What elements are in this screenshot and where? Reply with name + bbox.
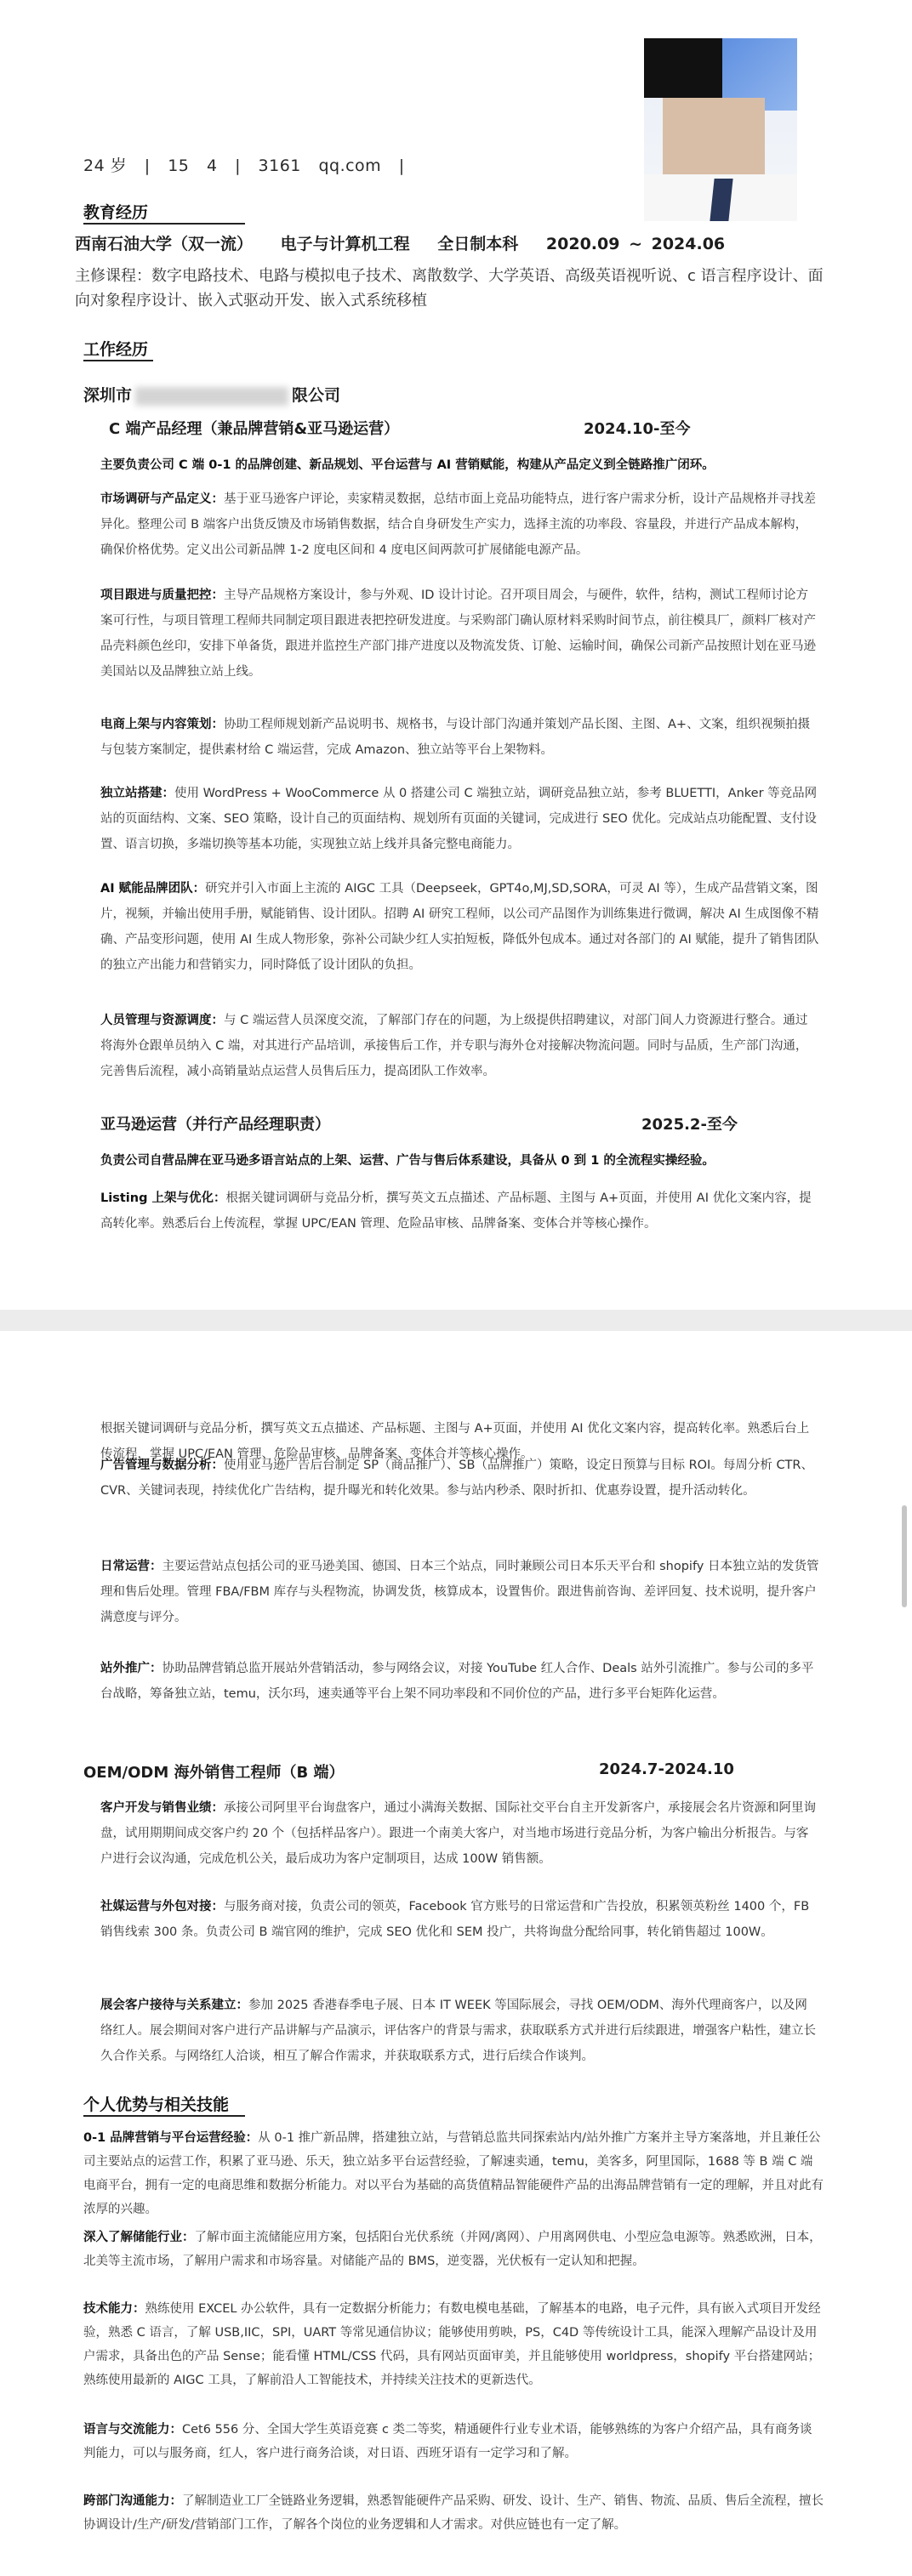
company-name-mask (135, 387, 288, 406)
item-text: 从 0-1 推广新品牌，搭建独立站，与营销总监共同探索站内/站外推广方案并主导方案落地，并且兼任公司主要站点的运营工作，积累了亚马逊、乐天，独立站多平台运营经验，了解速卖通，temu，美客多，阿里国际，1688 等 B 端 C 端电商平台，拥有一定的电商思维和数据分析能力。对以平台为基础的高货值精品智能硬件产品的出海品牌营销有一定的理解，并且对此有浓厚的兴趣。 (83, 2131, 824, 2216)
item-text: 研究并引入市面上主流的 AIGC 工具（Deepseek，GPT4o,MJ,SD,SORA，可灵 AI 等），生成产品营销文案，图片，视频，并输出使用手册，赋能销售、设计团队。招聘 AI 研究工程师，以公司产品图作为训练集进行微调，解决 AI 生成图像不精确、产品变形问题，使用 AI 生成人物形象，弥补公司缺少红人实拍短板，降低外包成本。通过对各部门的 AI 赋能，提升了销售团队的独立产出能力和营销实力，同时降低了设计团队的负担。 (100, 882, 819, 972)
advantage-item (83, 2226, 824, 2273)
item-label: 0-1 品牌营销与平台运营经验： (83, 2131, 259, 2145)
role-3-header (83, 1760, 824, 1783)
contact-line (83, 153, 417, 176)
role-2-item (100, 1554, 819, 1630)
education-courses: 主修课程：数字电路技术、电路与模拟电子技术、离散数学、大学英语、高级英语视听说、c 语言程序设计、面向对象程序设计、嵌入式驱动开发、嵌入式系统移植 (75, 267, 824, 310)
email: qq.com (318, 156, 382, 175)
item-text: 了解制造业工厂全链路业务逻辑，熟悉智能硬件产品采购、研发、设计、生产、销售、物流、品质、售后全流程，擅长协调设计/生产/研发/营销部门工作，了解各个岗位的业务逻辑和人才需求。对供应链也有一定了解。 (83, 2494, 824, 2532)
item-text: 协助工程师规划新产品说明书、规格书，与设计部门沟通并策划产品长图、主图、A+、文案，组织视频拍摄与包装方案制定，提供素材给 C 端运营，完成 Amazon、独立站等平台上架物料。 (100, 718, 811, 757)
item-label: 技术能力： (83, 2302, 145, 2316)
company-suffix: 限公司 (292, 386, 341, 405)
school-name: 西南石油大学（双一流） (75, 235, 254, 253)
item-text: 根据关键词调研与竞品分析，撰写英文五点描述、产品标题、主图与 A+页面，并使用 AI 优化文案内容，提高转化率。熟悉后台上传流程，掌握 UPC/EAN 管理、危险品审核、品牌备案、变体合并等核心操作。 (100, 1191, 812, 1231)
item-text: 根据关键词调研与竞品分析，撰写英文五点描述、产品标题、主图与 A+页面，并使用 AI 优化文案内容，提高转化率。熟悉后台上传流程，掌握 UPC/EAN 管理、危险品审核、品牌备案、变体合并等核心操作。 (100, 1422, 810, 1461)
profile-photo (644, 38, 797, 221)
role-1-item (100, 583, 819, 685)
work-heading: 工作经历 (83, 340, 149, 359)
item-label: 市场调研与产品定义： (100, 492, 224, 506)
education-period: 2020.09 ~ 2024.06 (545, 235, 726, 253)
item-text: Cet6 556 分、全国大学生英语竞赛 c 类二等奖，精通硬件行业专业术语，能够熟练的为客户介绍产品，具有商务谈判能力，可以与服务商，红人，客户进行商务洽谈，对日语、西班牙语有一定学习和了解。 (83, 2423, 812, 2460)
item-text: 基于亚马逊客户评论，卖家精灵数据，总结市面上竞品功能特点，进行客户需求分析，设计产品规格并寻找差异化。整理公司 B 端客户出货反馈及市场销售数据，结合自身研发生产实力，选择主流的功率段、容量段，并进行产品成本解构，确保价格优势。定义出公司新品牌 1-2 度电区间和 4 度电区间两款可扩展储能电源产品。 (100, 492, 816, 557)
advantage-item (83, 2126, 824, 2221)
item-label: 跨部门沟通能力： (83, 2494, 182, 2508)
item-label: 项目跟进与质量把控： (100, 589, 224, 602)
item-label: Listing 上架与优化： (100, 1191, 226, 1205)
item-text: 主导产品规格方案设计，参与外观、ID 设计讨论。召开项目周会，与硬件，软件，结构，测试工程师讨论方案可行性，与项目管理工程师共同制定项目跟进表把控研发进度。与采购部门确认原材料采购时间节点，前往模具厂，颜料厂核对产品壳料颜色丝印，安排下单备货，跟进并监控生产部门排产进度以及物流发货、订舱、运输时间，确保公司新产品按照计划在亚马逊美国站以及品牌独立站上线。 (100, 589, 816, 679)
item-text: 协助品牌营销总监开展站外营销活动，参与网络会议，对接 YouTube 红人合作、Deals 站外引流推广。参与公司的多平台战略，筹备独立站，temu，沃尔玛，速卖通等平台上架不同功率段和不同价位的产品，进行多平台矩阵化运营。 (100, 1662, 814, 1701)
item-label: 客户开发与销售业绩： (100, 1801, 224, 1815)
item-text: 与 C 端运营人员深度交流，了解部门存在的问题，为上级提供招聘建议，对部门间人力资源进行整合。通过将海外仓跟单员纳入 C 端，对其进行产品培训，承接售后工作，并专职与海外仓对接解决物流问题。同时与品质，生产部门沟通，完善售后流程，减小高销量站点运营人员售后压力，提高团队工作效率。 (100, 1014, 808, 1078)
item-text: 参加 2025 香港春季电子展、日本 IT WEEK 等国际展会，寻找 OEM/ODM、海外代理商客户，以及网络红人。展会期间对客户进行产品讲解与产品演示，评估客户的背景与需求，获取联系方式并进行后续跟进，增强客户粘性，建立长久合作关系。与网络红人洽谈，相互了解合作需求，并获取联系方式，进行后续合作谈判。 (100, 1999, 816, 2063)
role-1-date: 2024.10-至今 (584, 420, 691, 438)
role-3-item (100, 1795, 819, 1872)
work-divider (83, 360, 153, 361)
item-label: 社媒运营与外包对接： (100, 1900, 224, 1914)
item-label: 人员管理与资源调度： (100, 1014, 224, 1027)
role-1-item (100, 781, 819, 857)
phone-tail: 4 (206, 156, 218, 175)
role-3-item (100, 1993, 819, 2069)
separator: | (235, 156, 241, 175)
role-1-item (100, 486, 819, 563)
role-1-summary: 主要负责公司 C 端 0-1 的品牌创建、新品规划、平台运营与 AI 营销赋能，构建从产品定义到全链路推广闭环。 (100, 458, 715, 472)
item-text: 熟练使用 EXCEL 办公软件，具有一定数据分析能力；有数电模电基础，了解基本的电路，电子元件，具有嵌入式项目开发经验，熟悉 C 语言，了解 USB,IIC，SPI，UART 等常见通信协议；能够使用剪映，PS，C4D 等传统设计工具，能深入理解产品设计及用户需求，具备出色的产品 Sense；能看懂 HTML/CSS 代码，具有网站页面审美，并且能够使用 worldpress，shopify 平台搭建网站；熟练使用最新的 AIGC 工具，了解前沿人工智能技术，并持续关注技术的更新迭代。 (83, 2302, 821, 2387)
role-2-date: 2025.2-至今 (641, 1116, 738, 1134)
item-label: 独立站搭建： (100, 787, 174, 800)
phone: 15 (168, 156, 190, 175)
company-prefix: 深圳市 (83, 386, 133, 405)
item-label: 站外推广： (100, 1662, 162, 1675)
advantage-item (83, 2297, 824, 2392)
education-heading: 教育经历 (83, 203, 149, 222)
advantage-item (83, 2418, 824, 2465)
item-text: 承接公司阿里平台询盘客户，通过小满海关数据、国际社交平台自主开发新客户，承接展会名片资源和阿里询盘，试用期期间成交客户约 20 个（包括样品客户）。跟进一个南美大客户，对当地市场进行竞品分析，为客户输出分析报告。与客户进行会议沟通，完成危机公关，最后成功为客户定制项目，达成 100W 销售额。 (100, 1801, 816, 1866)
item-label: 语言与交流能力： (83, 2423, 182, 2437)
role-3-date: 2024.7-2024.10 (599, 1760, 734, 1778)
item-text: 使用亚马逊广告后台制定 SP（商品推广）、SB（品牌推广）策略，设定日预算与目标 ROI。每周分析 CTR、CVR、关键词表现，持续优化广告结构，提升曝光和转化效果。参与站内秒杀、限时折扣、优惠券设置，提升活动转化。 (100, 1459, 813, 1498)
role-2-item-top (100, 1186, 819, 1237)
item-label: AI 赋能品牌团队： (100, 882, 206, 896)
role-1-item (100, 876, 819, 978)
item-text: 与服务商对接，负责公司的领英，Facebook 官方账号的日常运营和广告投放，积累领英粉丝 1400 个，FB 销售线索 300 条。负责公司 B 端官网的维护，完成 SEO 优化和 SEM 投广，共将询盘分配给同事，转化销售超过 100W。 (100, 1900, 810, 1939)
role-2-title: 亚马逊运营（并行产品经理职责） (100, 1116, 330, 1134)
item-text: 了解市面主流储能应用方案，包括阳台光伏系统（并网/离网）、户用离网供电、小型应急电源等。熟悉欧洲，日本，北美等主流市场，了解用户需求和市场容量。对储能产品的 BMS，逆变器，光伏板有一定认知和把握。 (83, 2231, 822, 2268)
role-2-item (100, 1453, 819, 1504)
company-name (83, 383, 340, 406)
photo-censor-block (644, 38, 722, 98)
advantages-divider (83, 2115, 245, 2117)
advantage-item (83, 2489, 824, 2537)
item-text: 使用 WordPress + WooCommerce 从 0 搭建公司 C 端独立站，调研竞品独立站，参考 BLUETTI，Anker 等竞品网站的页面结构、文案、SEO 策略，设计自己的页面结构、规划所有页面的关键词，完成进行 SEO 优化。完成站点功能配置、支付设置、语言切换，多端切换等基本功能，实现独立站上线并具备完整电商能力。 (100, 787, 818, 851)
item-label: 展会客户接待与关系建立： (100, 1999, 248, 2012)
degree: 全日制本科 (437, 235, 519, 253)
item-label: 电商上架与内容策划： (100, 718, 224, 731)
advantages-heading: 个人优势与相关技能 (83, 2095, 230, 2114)
major: 电子与计算机工程 (280, 235, 410, 253)
item-text: 主要运营站点包括公司的亚马逊美国、德国、日本三个站点，同时兼顾公司日本乐天平台和 shopify 日本独立站的发货管理和售后处理。管理 FBA/FBM 库存与头程物流，协调发货，核算成本，设置售价。跟进售前咨询、差评回复、技术说明，提升客户满意度与评分。 (100, 1560, 819, 1624)
scrollbar-thumb[interactable] (902, 1505, 907, 1607)
item-label: 广告管理与数据分析： (100, 1459, 224, 1472)
item-label: 日常运营： (100, 1560, 162, 1573)
education-divider (83, 223, 245, 225)
role-3-title: OEM/ODM 海外销售工程师（B 端） (83, 1764, 345, 1782)
role-2-header (100, 1112, 824, 1134)
role-2-summary: 负责公司自营品牌在亚马逊多语言站点的上架、运营、广告与售后体系建设，具备从 0 到 1 的全流程实操经验。 (100, 1154, 715, 1168)
item-label: 深入了解储能行业： (83, 2231, 195, 2244)
photo-face-mask (663, 98, 765, 179)
education-entry (75, 231, 744, 254)
role-3-item (100, 1894, 819, 1945)
email-mid: 3161 (258, 156, 301, 175)
role-1-title: C 端产品经理（兼品牌营销&亚马逊运营） (109, 420, 400, 438)
separator: | (144, 156, 151, 175)
role-1-item (100, 1008, 819, 1084)
role-2-item-continued (100, 1416, 819, 1461)
role-2-item (100, 1656, 819, 1707)
separator: | (398, 156, 405, 175)
role-1-item (100, 712, 819, 763)
resume-page-2 (0, 1331, 912, 2576)
age: 24 岁 (83, 156, 128, 175)
role-1-header (109, 417, 824, 439)
